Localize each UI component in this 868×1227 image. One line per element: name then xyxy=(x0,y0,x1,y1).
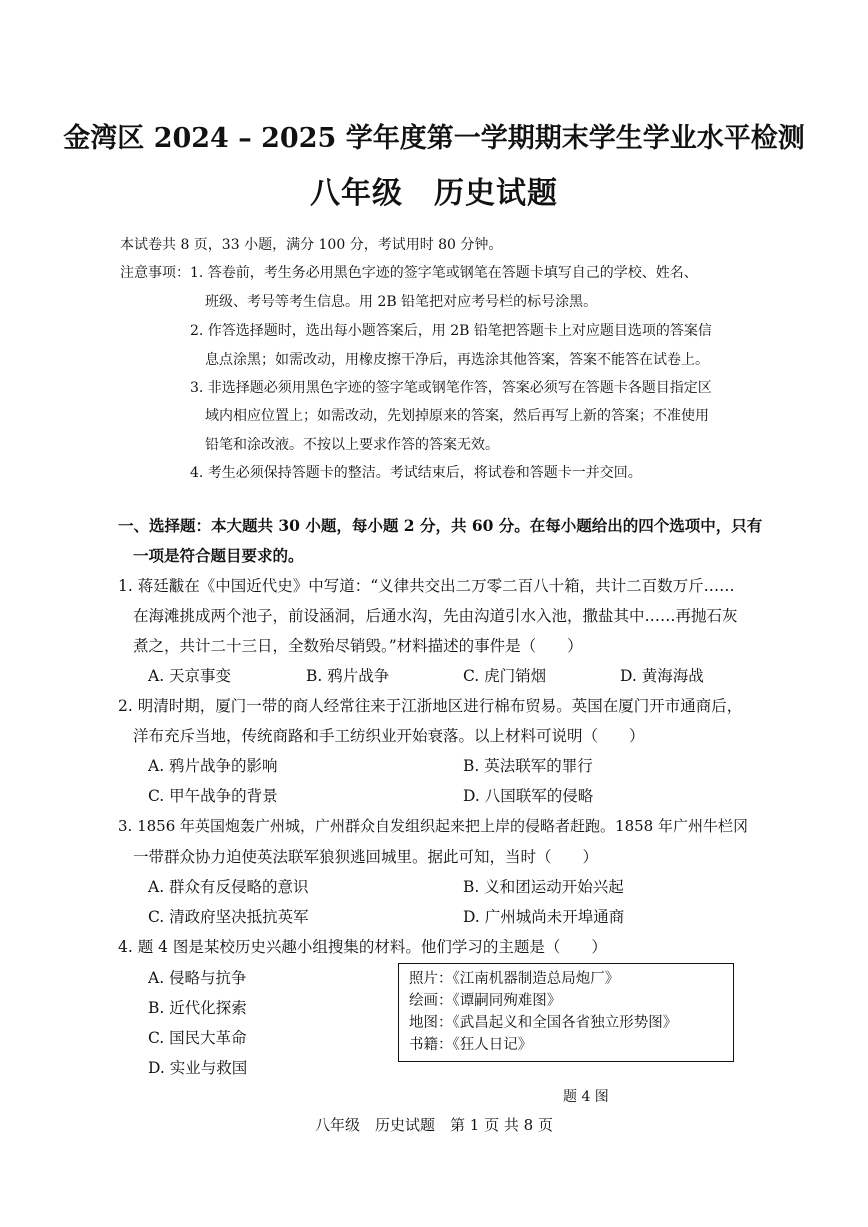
question-3-line-1: 3. 1856 年英国炮轰广州城，广州群众自发组织起来把上岸的侵略者赶跑。1858 年广州牛栏冈 xyxy=(118,817,748,835)
q4-option-c[interactable]: C. 国民大革命 xyxy=(148,1029,247,1047)
notice-3-line-1: 3. 非选择题必须用黑色字迹的签字笔或钢笔作答，答案必须写在答题卡各题目指定区 xyxy=(190,380,712,396)
q4-option-a[interactable]: A. 侵略与抗争 xyxy=(148,969,247,987)
q3-option-d[interactable]: D. 广州城尚未开埠通商 xyxy=(463,908,625,926)
section-heading-cont: 一项是符合题目要求的。 xyxy=(133,546,304,565)
exam-subtitle: 八年级 历史试题 xyxy=(310,176,558,211)
notice-3-line-2: 域内相应位置上；如需改动，先划掉原来的答案，然后再写上新的答案；不准使用 xyxy=(205,408,709,424)
figure-4-caption: 题 4 图 xyxy=(563,1089,609,1105)
notice-2-line-1: 2. 作答选择题时，选出每小题答案后，用 2B 铅笔把答题卡上对应题目选项的答案信 xyxy=(190,323,712,339)
q4-option-d[interactable]: D. 实业与救国 xyxy=(148,1059,248,1077)
q1-option-d[interactable]: D. 黄海海战 xyxy=(620,667,704,685)
figure-4-item-book: 书籍：《狂人日记》 xyxy=(409,1037,533,1053)
question-1-line-3: 煮之，共计二十三日，全数殆尽销毁。”材料描述的事件是（ ） xyxy=(133,637,583,655)
question-2-line-2: 洋布充斥当地，传统商路和手工纺织业开始衰落。以上材料可说明（ ） xyxy=(133,727,645,745)
exam-info: 本试卷共 8 页，33 小题，满分 100 分，考试用时 80 分钟。 xyxy=(120,237,503,253)
q4-option-b[interactable]: B. 近代化探索 xyxy=(148,999,247,1017)
question-2-line-1: 2. 明清时期，厦门一带的商人经常往来于江浙地区进行棉布贸易。英国在厦门开市通商后， xyxy=(118,697,743,715)
notice-2-line-2: 息点涂黑；如需改动，用橡皮擦干净后，再选涂其他答案，答案不能答在试卷上。 xyxy=(205,352,709,368)
notice-4-line-1: 4. 考生必须保持答题卡的整洁。考试结束后，将试卷和答题卡一并交回。 xyxy=(190,465,642,481)
figure-4-item-photo: 照片：《江南机器制造总局炮厂》 xyxy=(409,971,620,987)
notice-1-line-2: 班级、考号等考生信息。用 2B 铅笔把对应考号栏的标号涂黑。 xyxy=(205,294,598,310)
question-1-line-1: 1. 蒋廷黻在《中国近代史》中写道：“义律共交出二万零二百八十箱，共计二百数万斤…… xyxy=(118,577,735,595)
q2-option-a[interactable]: A. 鸦片战争的影响 xyxy=(148,757,278,775)
question-1-line-2: 在海滩挑成两个池子，前设涵洞，后通水沟，先由沟道引水入池，撒盐其中……再抛石灰 xyxy=(133,607,738,625)
page-footer: 八年级 历史试题 第 1 页 共 8 页 xyxy=(315,1116,553,1134)
q3-option-c[interactable]: C. 清政府坚决抵抗英军 xyxy=(148,908,309,926)
q2-option-c[interactable]: C. 甲午战争的背景 xyxy=(148,787,278,805)
question-4-line-1: 4. 题 4 图是某校历史兴趣小组搜集的材料。他们学习的主题是（ ） xyxy=(118,938,607,956)
notice-3-line-3: 铅笔和涂改液。不按以上要求作答的答案无效。 xyxy=(205,437,499,453)
section-heading: 一、选择题：本大题共 30 小题，每小题 2 分，共 60 分。在每小题给出的四个选项中，只有 xyxy=(118,516,763,535)
notice-1-line-1: 1. 答卷前，考生务必用黑色字迹的签字笔或钢笔在答题卡填写自己的学校、姓名、 xyxy=(190,265,698,281)
exam-title: 金湾区 2024 – 2025 学年度第一学期期末学生学业水平检测 xyxy=(63,123,805,154)
q2-option-b[interactable]: B. 英法联军的罪行 xyxy=(463,757,593,775)
q2-option-d[interactable]: D. 八国联军的侵略 xyxy=(463,787,594,805)
figure-4-box xyxy=(398,963,734,1062)
question-3-line-2: 一带群众协力迫使英法联军狼狈逃回城里。据此可知，当时（ ） xyxy=(133,848,599,866)
figure-4-item-map: 地图：《武昌起义和全国各省独立形势图》 xyxy=(409,1015,678,1031)
notice-label: 注意事项： xyxy=(120,265,190,281)
q1-option-c[interactable]: C. 虎门销烟 xyxy=(463,667,547,685)
q1-option-b[interactable]: B. 鸦片战争 xyxy=(306,667,390,685)
q3-option-a[interactable]: A. 群众有反侵略的意识 xyxy=(148,878,309,896)
q3-option-b[interactable]: B. 义和团运动开始兴起 xyxy=(463,878,624,896)
q1-option-a[interactable]: A. 天京事变 xyxy=(148,667,232,685)
figure-4-item-painting: 绘画：《谭嗣同殉难图》 xyxy=(409,993,562,1009)
